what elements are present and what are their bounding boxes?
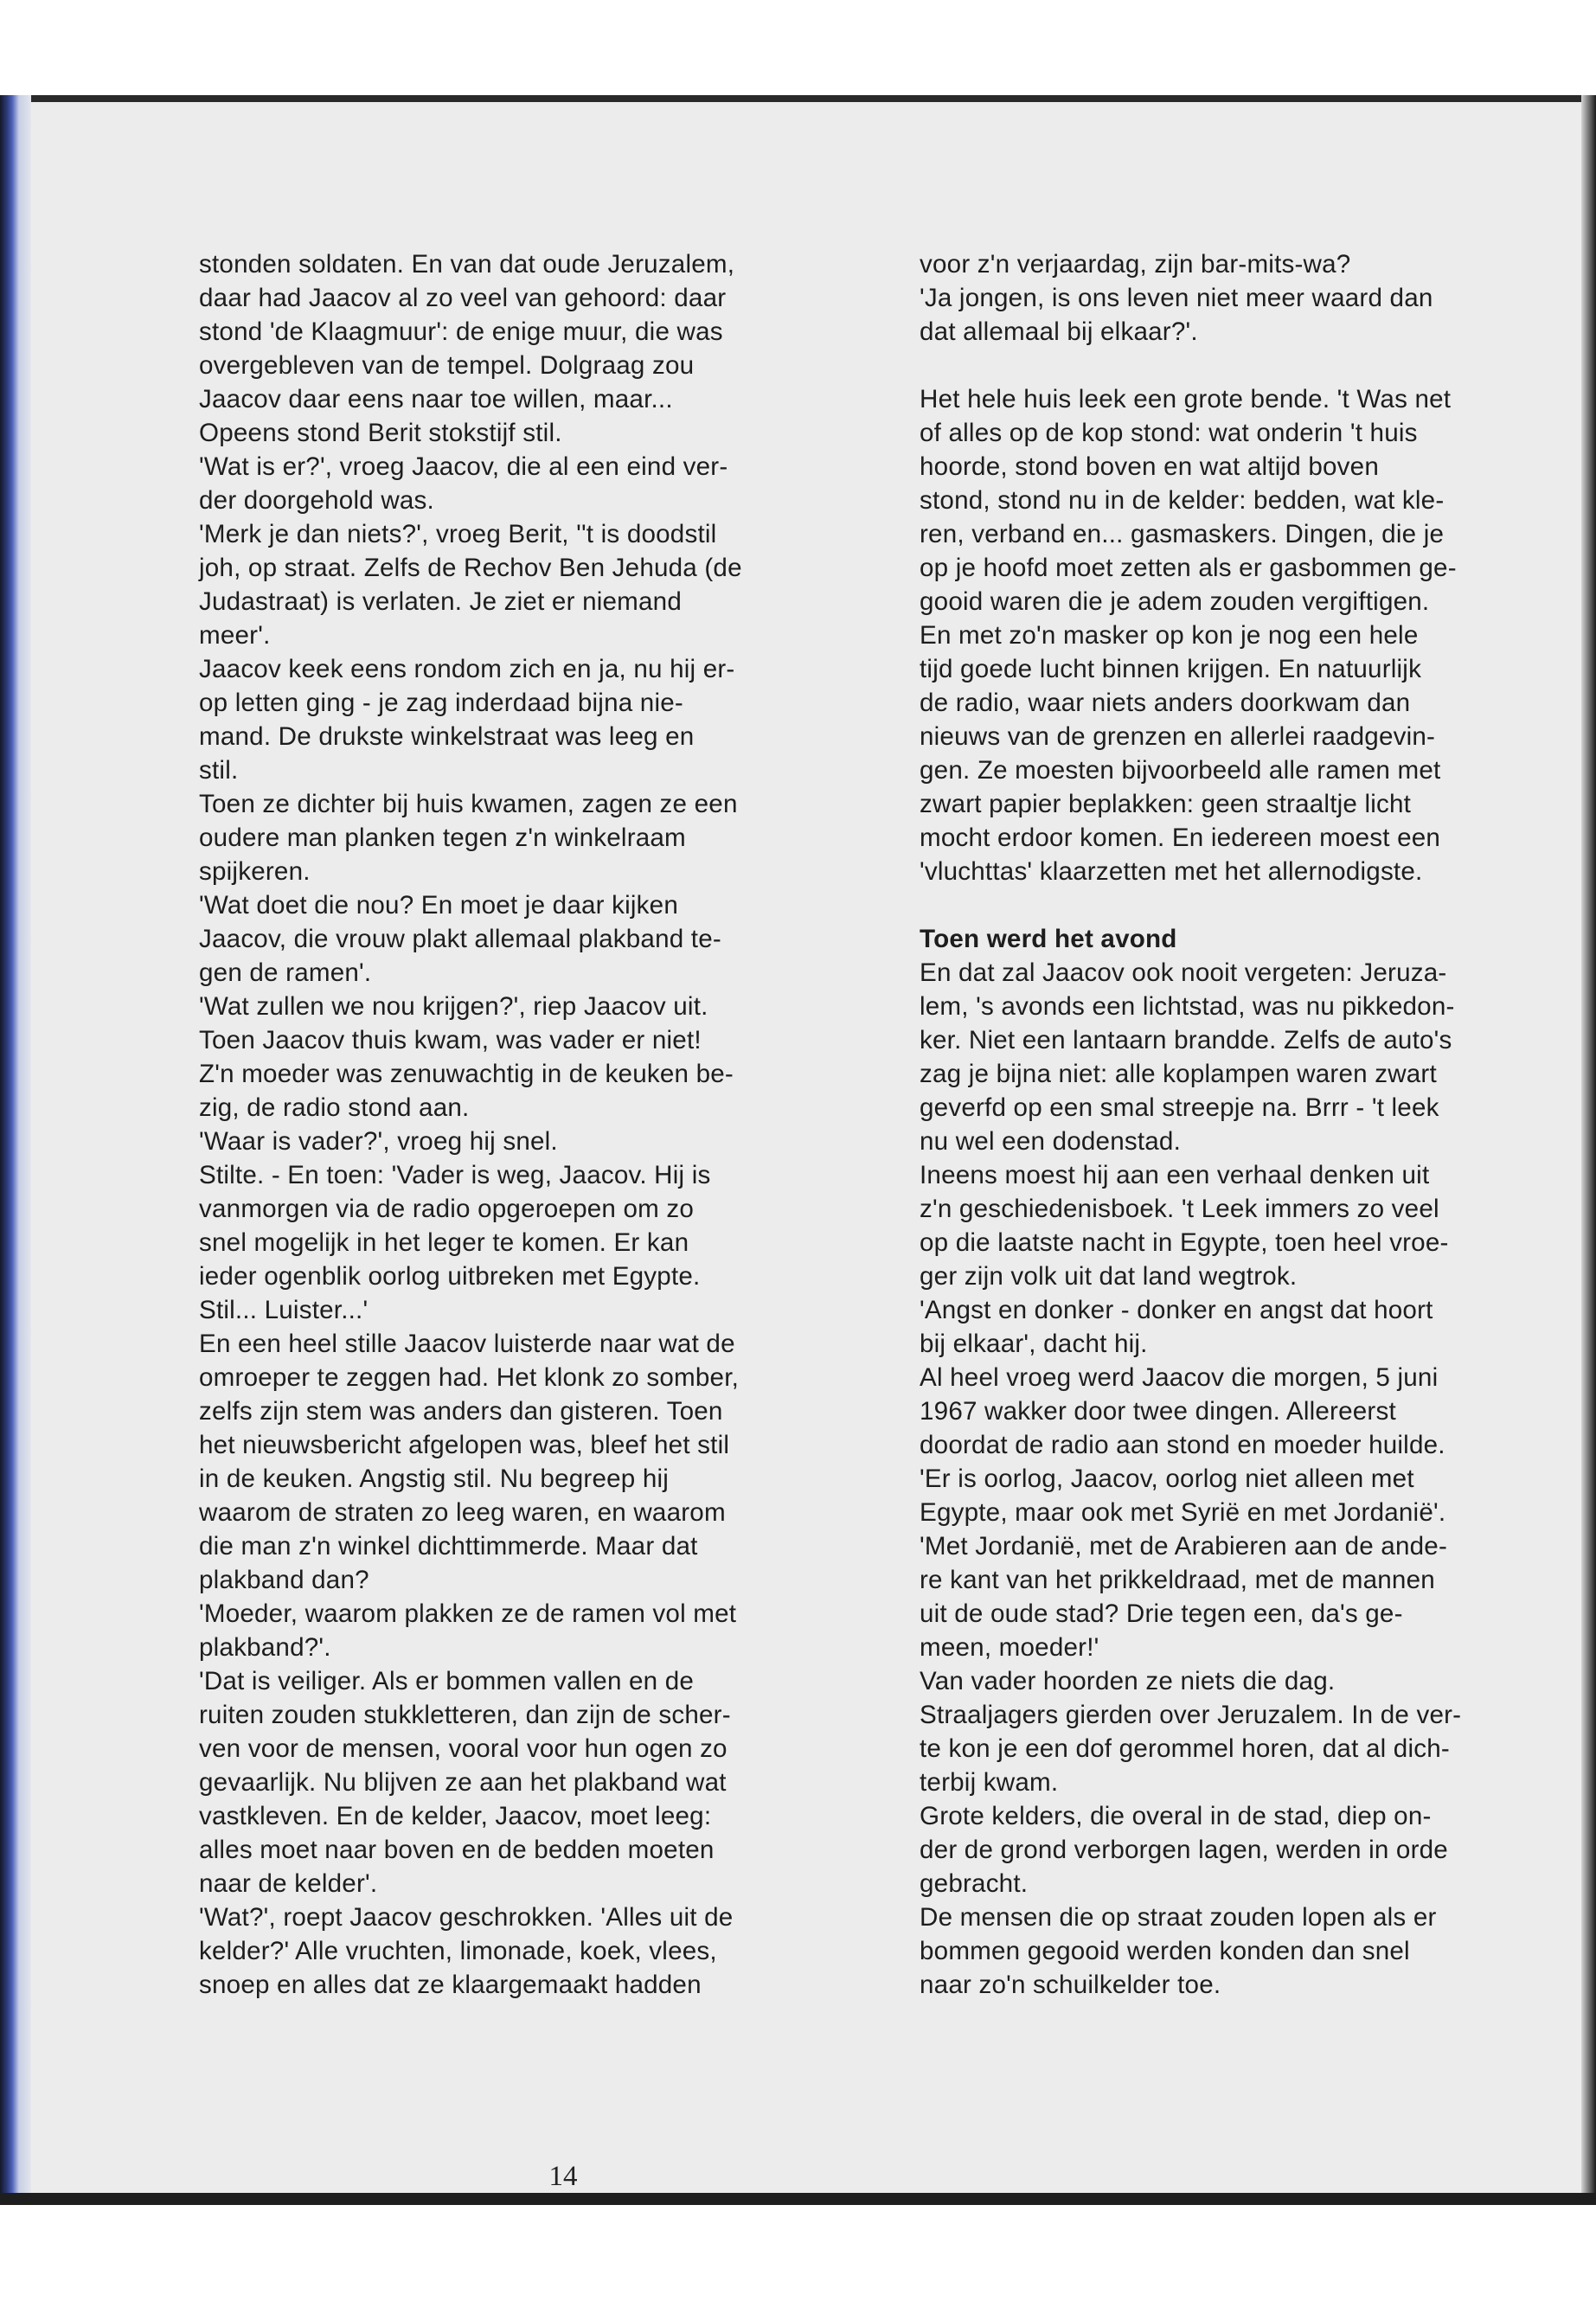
text-line: terbij kwam. [920, 1768, 1059, 1797]
book-edge-top [0, 95, 1596, 102]
text-line: stond 'de Klaagmuur': de enige muur, die was [199, 317, 723, 346]
text-line: omroeper te zeggen had. Het klonk zo somber, [199, 1363, 740, 1392]
text-line: 'vluchttas' klaarzetten met het allernodigste. [920, 857, 1423, 886]
text-line: snoep en alles dat ze klaargemaakt hadden [199, 1971, 702, 1999]
text-line: plakband dan? [199, 1566, 369, 1594]
text-line: uit de oude stad? Drie tegen een, da's ge- [920, 1599, 1403, 1628]
text-line: Straaljagers gierden over Jeruzalem. In de ver- [920, 1701, 1462, 1729]
text-line: ieder ogenblik oorlog uitbreken met Egypte. [199, 1262, 701, 1291]
text-line: mocht erdoor komen. En iedereen moest een [920, 824, 1441, 852]
text-line: der doorgehold was. [199, 486, 434, 515]
text-line: stonden soldaten. En van dat oude Jeruzalem, [199, 250, 735, 279]
text-line: 'Dat is veiliger. Als er bommen vallen en de [199, 1667, 695, 1695]
text-line: En dat zal Jaacov ook nooit vergeten: Jeruza- [920, 958, 1447, 987]
text-line: tijd goede lucht binnen krijgen. En natuurlijk [920, 655, 1422, 683]
text-line: En met zo'n masker op kon je nog een hele [920, 621, 1419, 650]
text-line: Het hele huis leek een grote bende. 't Was net [920, 385, 1452, 413]
text-line: Jaacov keek eens rondom zich en ja, nu hij er- [199, 655, 735, 683]
text-line: plakband?'. [199, 1633, 331, 1662]
text-line: gen de ramen'. [199, 958, 372, 987]
text-line: 'Ja jongen, is ons leven niet meer waard dan [920, 284, 1433, 312]
text-line: Z'n moeder was zenuwachtig in de keuken be- [199, 1060, 734, 1088]
text-line: 'Angst en donker - donker en angst dat hoort [920, 1296, 1433, 1324]
text-line: waarom de straten zo leeg waren, en waarom [199, 1498, 726, 1527]
right-column [920, 247, 1586, 2002]
text-line: op letten ging - je zag inderdaad bijna nie- [199, 689, 683, 717]
text-line: kelder?' Alle vruchten, limonade, koek, vlees, [199, 1937, 717, 1965]
text-line: 'Wat doet die nou? En moet je daar kijken [199, 891, 678, 920]
text-line: gevaarlijk. Nu blijven ze aan het plakband wat [199, 1768, 727, 1797]
text-line: meer'. [199, 621, 271, 650]
text-line: stil. [199, 756, 239, 785]
text-line: zag je bijna niet: alle koplampen waren zwart [920, 1060, 1437, 1088]
text-line: 'Waar is vader?', vroeg hij snel. [199, 1127, 558, 1156]
text-line: op die laatste nacht in Egypte, toen heel vroe- [920, 1228, 1449, 1257]
text-line: of alles op de kop stond: wat onderin 't huis [920, 419, 1418, 447]
text-line: bij elkaar', dacht hij. [920, 1330, 1148, 1358]
text-line: daar had Jaacov al zo veel van gehoord: daar [199, 284, 727, 312]
text-line: 'Wat is er?', vroeg Jaacov, die al een eind ver- [199, 452, 728, 481]
text-line: spijkeren. [199, 857, 311, 886]
text-line: der de grond verborgen lagen, werden in orde [920, 1836, 1448, 1864]
section-heading: Toen werd het avond [920, 925, 1177, 953]
text-line: 1967 wakker door twee dingen. Allereerst [920, 1397, 1396, 1426]
text-line: 'Er is oorlog, Jaacov, oorlog niet alleen met [920, 1465, 1414, 1493]
text-line: Egypte, maar ook met Syrië en met Jordanië'. [920, 1498, 1446, 1527]
text-line: 'Merk je dan niets?', vroeg Berit, ''t is doodstil [199, 520, 717, 548]
book-edge-bottom [0, 2193, 1596, 2205]
text-line: vastkleven. En de kelder, Jaacov, moet leeg: [199, 1802, 712, 1830]
text-line: gebracht. [920, 1869, 1029, 1898]
text-line: het nieuwsbericht afgelopen was, bleef het stil [199, 1431, 730, 1459]
text-line: te kon je een dof gerommel horen, dat al dich- [920, 1734, 1450, 1763]
text-line: Ineens moest hij aan een verhaal denken uit [920, 1161, 1430, 1189]
text-line: voor z'n verjaardag, zijn bar-mits-wa? [920, 250, 1351, 279]
book-page [31, 102, 1581, 2193]
text-line: dat allemaal bij elkaar?'. [920, 317, 1198, 346]
text-line: Van vader hoorden ze niets die dag. [920, 1667, 1336, 1695]
text-line: mand. De drukste winkelstraat was leeg en [199, 722, 695, 751]
left-column [199, 247, 865, 2002]
text-line: snel mogelijk in het leger te komen. Er kan [199, 1228, 689, 1257]
text-line: nu wel een dodenstad. [920, 1127, 1182, 1156]
text-line: En een heel stille Jaacov luisterde naar wat de [199, 1330, 735, 1358]
text-line: 'Met Jordanië, met de Arabieren aan de ande- [920, 1532, 1447, 1561]
text-line: Grote kelders, die overal in de stad, diep on- [920, 1802, 1432, 1830]
text-line: zelfs zijn stem was anders dan gisteren. Toen [199, 1397, 723, 1426]
text-line: Judastraat) is verlaten. Je ziet er niemand [199, 587, 682, 616]
text-line: de radio, waar niets anders doorkwam dan [920, 689, 1411, 717]
text-line: stond, stond nu in de kelder: bedden, wat kle- [920, 486, 1445, 515]
book-spine [0, 95, 31, 2205]
text-line: Toen ze dichter bij huis kwamen, zagen ze een [199, 790, 738, 818]
text-line: gooid waren die je adem zouden vergiftigen. [920, 587, 1430, 616]
text-line: geverfd op een smal streepje na. Brrr - 't leek [920, 1093, 1439, 1122]
text-line: Opeens stond Berit stokstijf stil. [199, 419, 562, 447]
text-line: overgebleven van de tempel. Dolgraag zou [199, 351, 695, 380]
text-line: gen. Ze moesten bijvoorbeeld alle ramen met [920, 756, 1441, 785]
text-line: naar de kelder'. [199, 1869, 378, 1898]
text-line: ren, verband en... gasmaskers. Dingen, die je [920, 520, 1445, 548]
text-line: Stil... Luister...' [199, 1296, 369, 1324]
text-line: ruiten zouden stukkletteren, dan zijn de scher- [199, 1701, 731, 1729]
text-line: meen, moeder!' [920, 1633, 1099, 1662]
text-line: bommen gegooid werden konden dan snel [920, 1937, 1410, 1965]
text-line: lem, 's avonds een lichtstad, was nu pikkedon- [920, 992, 1455, 1021]
text-line: Stilte. - En toen: 'Vader is weg, Jaacov. Hij is [199, 1161, 711, 1189]
text-line: zwart papier beplakken: geen straaltje licht [920, 790, 1412, 818]
text-line: hoorde, stond boven en wat altijd boven [920, 452, 1379, 481]
text-line: re kant van het prikkeldraad, met de mannen [920, 1566, 1435, 1594]
text-line [920, 888, 1586, 922]
text-line: z'n geschiedenisboek. 't Leek immers zo veel [920, 1195, 1439, 1223]
text-line: nieuws van de grenzen en allerlei raadgevin- [920, 722, 1436, 751]
text-line: doordat de radio aan stond en moeder huilde. [920, 1431, 1445, 1459]
text-line: naar zo'n schuilkelder toe. [920, 1971, 1221, 1999]
text-line: ker. Niet een lantaarn brandde. Zelfs de auto's [920, 1026, 1452, 1054]
text-line: 'Wat zullen we nou krijgen?', riep Jaacov uit. [199, 992, 708, 1021]
text-line: Toen Jaacov thuis kwam, was vader er niet! [199, 1026, 702, 1054]
text-line: ven voor de mensen, vooral voor hun ogen zo [199, 1734, 727, 1763]
text-line [920, 349, 1586, 382]
page-number: 14 [548, 2161, 578, 2192]
text-line: joh, op straat. Zelfs de Rechov Ben Jehuda (de [199, 554, 742, 582]
text-line: op je hoofd moet zetten als er gasbommen ge- [920, 554, 1457, 582]
text-line: ger zijn volk uit dat land wegtrok. [920, 1262, 1298, 1291]
text-line: Al heel vroeg werd Jaacov die morgen, 5 juni [920, 1363, 1439, 1392]
text-line: Jaacov, die vrouw plakt allemaal plakband te- [199, 925, 721, 953]
text-line: De mensen die op straat zouden lopen als er [920, 1903, 1437, 1932]
text-line: oudere man planken tegen z'n winkelraam [199, 824, 686, 852]
text-line: in de keuken. Angstig stil. Nu begreep hij [199, 1465, 670, 1493]
text-line: vanmorgen via de radio opgeroepen om zo [199, 1195, 695, 1223]
text-line: die man z'n winkel dichttimmerde. Maar dat [199, 1532, 698, 1561]
text-line: Jaacov daar eens naar toe willen, maar... [199, 385, 673, 413]
text-line: 'Wat?', roept Jaacov geschrokken. 'Alles uit de [199, 1903, 734, 1932]
text-line: alles moet naar boven en de bedden moeten [199, 1836, 715, 1864]
text-line: zig, de radio stond aan. [199, 1093, 470, 1122]
text-line: 'Moeder, waarom plakken ze de ramen vol met [199, 1599, 737, 1628]
